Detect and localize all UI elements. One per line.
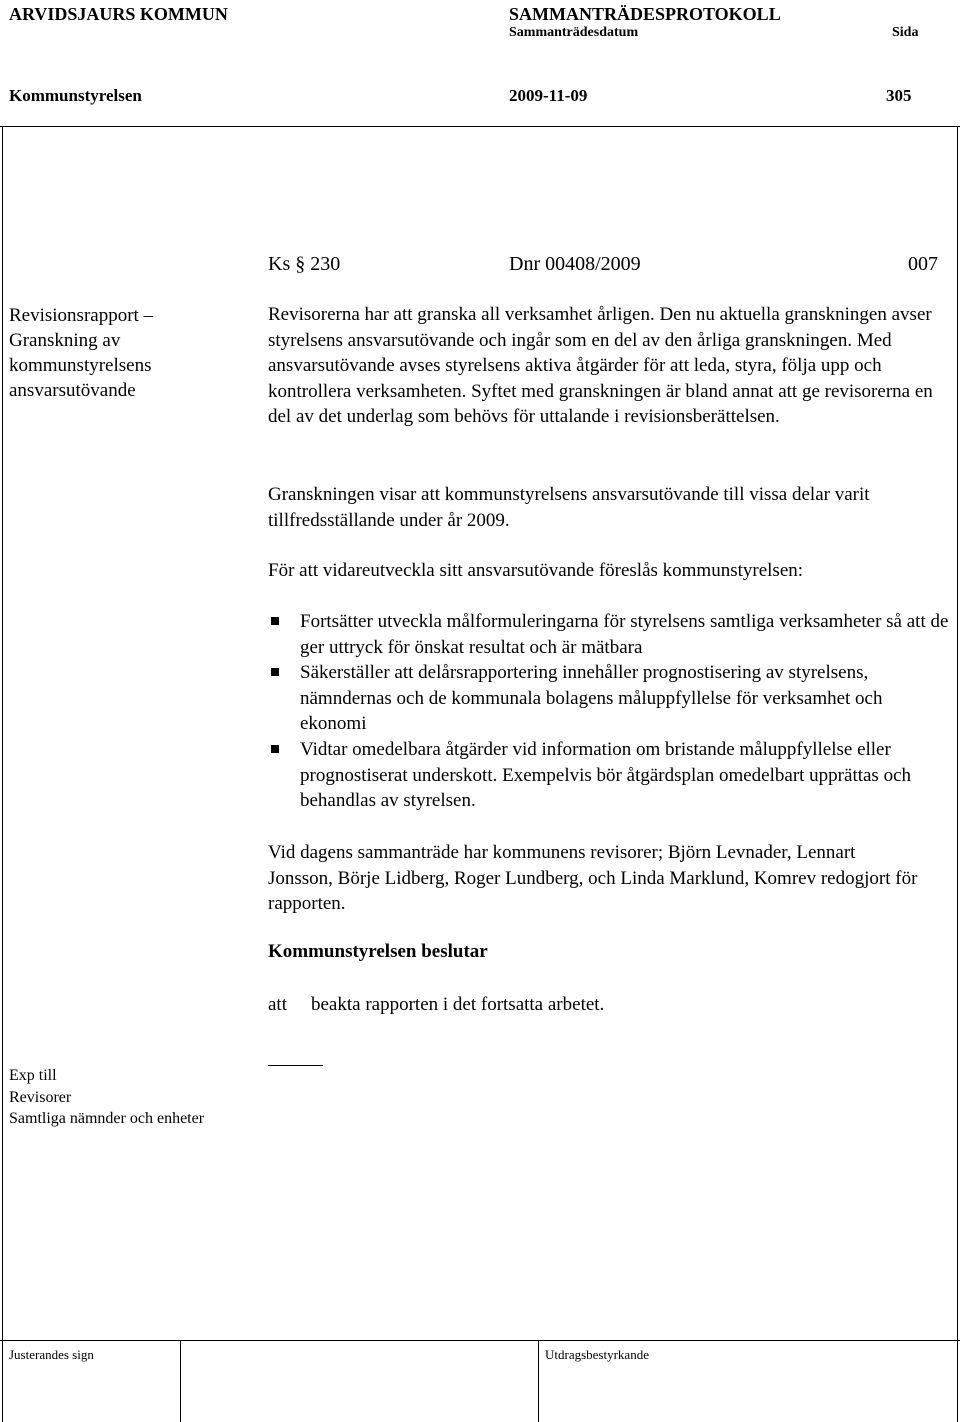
footer-rule: [0, 1340, 960, 1341]
distribution-line: Samtliga nämnder och enheter: [9, 1110, 205, 1127]
case-code: 007: [908, 253, 938, 275]
footer-divider: [538, 1340, 539, 1422]
footer-divider: [180, 1340, 181, 1422]
decision-att: att: [268, 994, 287, 1015]
bullet-icon: [271, 617, 279, 625]
case-title-line: Revisionsrapport –: [9, 305, 154, 326]
right-border: [957, 126, 958, 1422]
case-title-line: ansvarsutövande: [9, 380, 136, 401]
case-dnr: Dnr 00408/2009: [509, 253, 641, 275]
list-item-text: Säkerställer att delårsrapportering innehåller prognostisering av styrelsens, nämndernas och de kommunala bolagens måluppfyllelse för verksamhet och ekonomi: [300, 662, 883, 735]
page-label: Sida: [892, 25, 919, 40]
decision-end-rule: [268, 1065, 323, 1066]
distribution-list: [9, 1065, 204, 1130]
list-item-text: Vidtar omedelbara åtgärder vid information om bristande måluppfyllelse eller prognostiserat underskott. Exempelvis bör åtgärdsplan omedelbart upprättas och behandlas av styrelsen.: [300, 738, 912, 812]
meeting-date: 2009-11-09: [509, 86, 588, 105]
bullet-icon: [271, 745, 279, 753]
case-number: Ks § 230: [268, 253, 341, 275]
proposal-list: [268, 609, 950, 814]
distribution-line: Revisorer: [9, 1088, 72, 1106]
decision-text: beakta rapporten i det fortsatta arbetet.: [311, 994, 605, 1015]
certification-label: Utdragsbestyrkande: [545, 1347, 649, 1362]
decision-heading: Kommunstyrelsen beslutar: [268, 941, 488, 962]
list-item-text: Fortsätter utveckla målformuleringarna för styrelsens samtliga verksamheter så att de ger uttryck för önskat resultat och är mätbara: [300, 611, 949, 658]
case-title-line: Granskning av: [9, 330, 121, 351]
page-number: 305: [886, 86, 912, 105]
case-title: [9, 303, 239, 403]
paragraph-purpose: Revisorerna har att granska all verksamhet årligen. Den nu aktuella granskningen avser styrelsens ansvarsutövande och ingår som en del av den årliga granskningen. Med ansvarsutövande avses styrelsens aktiva åtgärder för att leda, styra, följa upp och kontrollera verksamheten. Syftet med granskningen är bland annat att ge revisorerna en del av det underlag som behövs för uttalande i revisionsberättelsen.: [268, 304, 933, 428]
paragraph-presentation: Vid dagens sammanträde har kommunens revisorer; Björn Levnader, Lennart Jonsson, Börje Lidberg, Roger Lundberg, och Linda Marklund, Komrev redogjort för rapporten.: [268, 842, 918, 915]
header-rule: [0, 126, 960, 127]
document-type: SAMMANTRÄDESPROTOKOLL: [509, 4, 781, 24]
bullet-icon: [271, 668, 279, 676]
left-border: [2, 126, 3, 1422]
list-item: [268, 737, 950, 814]
list-item: [268, 660, 950, 737]
paragraph-proposal-intro: För att vidareutveckla sitt ansvarsutövande föreslås kommunstyrelsen:: [268, 560, 804, 581]
meeting-date-label: Sammanträdesdatum: [509, 25, 639, 40]
paragraph-findings: Granskningen visar att kommunstyrelsens ansvarsutövande till vissa delar varit tillfredsställande under år 2009.: [268, 484, 870, 531]
list-item: [268, 609, 950, 660]
committee-name: Kommunstyrelsen: [9, 86, 142, 105]
case-title-line: kommunstyrelsens: [9, 355, 152, 376]
municipality-name: ARVIDSJAURS KOMMUN: [9, 4, 228, 24]
signature-label: Justerandes sign: [9, 1347, 94, 1362]
distribution-line: Exp till: [9, 1067, 57, 1084]
